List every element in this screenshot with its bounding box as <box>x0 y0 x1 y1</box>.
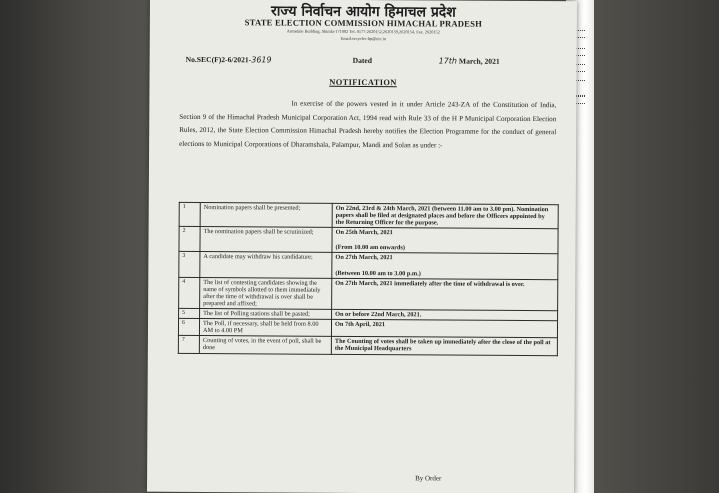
row-number: 3 <box>179 252 200 277</box>
row-number: 1 <box>179 202 200 226</box>
notification-page <box>147 0 577 493</box>
event-date-cell <box>332 278 558 311</box>
hindi-title: राज्य निर्वाचन आयोग हिमाचल प्रदेश <box>271 3 456 21</box>
table-row <box>179 252 558 280</box>
document-date <box>439 56 500 65</box>
event-date: On 27th March, 2021 immediately after the time of withdrawal is over. <box>335 279 525 288</box>
date-handwritten: 17th <box>438 56 458 66</box>
row-number: 6 <box>178 319 199 336</box>
notification-body: In exercise of the powers vested in it under Article 243-ZA of the Constitution of India, Section 9 of the Himachal Pradesh Municipal Corporation Act, 1994 read with Rule 33 of the H P Municipal Corporation Election Rules, 2012, the State Election Commission Himachal Pradesh hereby notifies the Election Programme for the conduct of general elections to Municipal Corporations of Dharamshala, Palampur, Mandi and Solan as under :- <box>179 99 557 150</box>
event-date: On 7th April, 2021 <box>334 320 386 329</box>
event-description: The nomination papers shall be scrutinized; <box>200 227 332 253</box>
event-description: Nomination papers shall be presented; <box>200 203 332 228</box>
event-date: On 25th March, 2021 <box>335 229 393 237</box>
event-description: The list of contesting candidates showing the name of symbols allotted to them immediately after the time of withdrawal is over shall be prepared and affixed; <box>200 277 332 309</box>
row-number: 5 <box>179 308 200 318</box>
reference-number <box>186 55 272 65</box>
reference-number-handwritten: 3619 <box>251 55 272 65</box>
table-row <box>179 277 558 311</box>
row-number: 2 <box>179 227 200 252</box>
table-row <box>178 336 557 356</box>
event-time-note: (Between 10.00 am to 3.00 p.m.) <box>335 269 421 277</box>
event-time-note: (From 10.00 am onwards) <box>335 244 406 252</box>
event-date: On 22nd, 23rd & 24th March, 2021 (between 11.00 am to 3.00 pm). Nomination papers shall be filed at designated places and before the Officers appointed by the Returning Officer for the purpose. <box>335 204 549 227</box>
commission-name: STATE ELECTION COMMISSION HIMACHAL PRADESH <box>244 17 483 29</box>
email-line: Email:secyelec-hp@nic.in <box>340 35 386 42</box>
election-schedule-table <box>178 202 559 356</box>
event-date: On 27th March, 2021 <box>335 254 393 262</box>
event-description: A candidate may withdraw his candidature; <box>200 252 332 278</box>
table-row <box>179 202 558 229</box>
address-line: Armsdale Building, Shimla-171002 Tel. 0177-2620152,2620159,2620154, Fax. 2620152 <box>286 28 440 35</box>
date-text: March, 2021 <box>458 56 500 66</box>
notification-title: NOTIFICATION <box>329 77 397 88</box>
event-date: On or before 22nd March, 2021. <box>335 310 422 319</box>
row-number: 7 <box>178 336 199 353</box>
dated-label: Dated <box>352 55 373 66</box>
event-date: The Counting of votes shall be taken up immediately after the close of the poll at the Municipal Headquarters <box>334 338 551 353</box>
event-date-cell <box>331 319 557 338</box>
event-description: The list of Polling stations shall be pasted; <box>200 309 332 320</box>
row-number: 4 <box>179 277 200 309</box>
table-row <box>179 227 558 255</box>
event-date-cell <box>332 203 558 229</box>
event-date-cell <box>332 228 558 255</box>
by-order: By Order <box>415 474 442 483</box>
page-edge-marks <box>575 96 585 104</box>
event-date-cell <box>331 337 557 356</box>
event-description: The Poll, if necessary, shall be held from 8.00 AM to 4.00 PM <box>199 319 331 337</box>
event-description: Counting of votes, in the event of poll, shall be done <box>199 336 331 354</box>
reference-number-text: No.SEC(F)2-6/2021- <box>185 54 252 65</box>
event-date-cell <box>332 253 558 280</box>
